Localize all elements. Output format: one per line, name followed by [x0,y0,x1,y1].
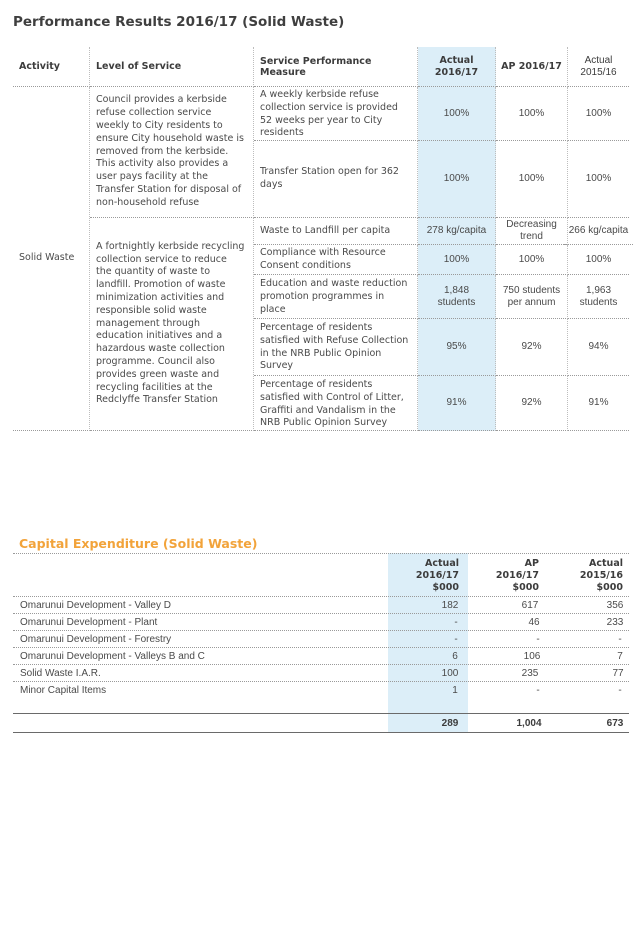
prev-actual-value: 91% [568,376,629,431]
table-row: Omarunui Development - Valleys B and C 6 106 7 [13,648,629,665]
prev-actual-value: 266 kg/capita [564,218,633,245]
measure-education: Education and waste reduction promotion programmes in place [254,275,418,319]
header-level-of-service: Level of Service [90,47,254,87]
header-actual-2016-17: Actual 2016/17 [418,47,496,87]
actual-value: 91% [418,376,496,431]
table-row: Omarunui Development - Plant - 46 233 [13,614,629,631]
measure-compliance: Compliance with Resource Consent conditions [254,245,418,275]
ap-value: 100% [496,245,568,275]
measure-waste-landfill: Waste to Landfill per capita [254,218,418,245]
prev-actual-value: 100% [568,245,629,275]
header-activity: Activity [13,47,90,87]
header-actual-2016-17: Actual 2016/17 $000 [415,558,459,593]
ap-value: 100% [496,87,568,141]
activity-label: Solid Waste [19,252,75,264]
measure-transfer-station: Transfer Station open for 362 days [254,141,418,218]
header-measure: Service Performance Measure [254,47,418,87]
activity-cell [13,87,90,431]
actual-value: 100% [418,141,496,218]
prev-actual-value: 1,963 students [568,275,629,319]
table-row: Omarunui Development - Forestry - - - [13,631,629,648]
actual-value: 100% [418,87,496,141]
capital-header-row [13,553,629,597]
ap-value: 100% [496,141,568,218]
performance-title: Performance Results 2016/17 (Solid Waste) [13,14,345,30]
total-ap: 1,004 [516,718,542,729]
measure-weekly-refuse: A weekly kerbside refuse collection service is provided 52 weeks per year to City residents [254,87,418,141]
header-actual-2015-16: Actual 2015/16 $000 [579,558,623,593]
measure-refuse-satisfaction: Percentage of residents satisfied with Refuse Collection in the NRB Public Opinion Survey [254,319,418,376]
table-row: Solid Waste I.A.R. 100 235 77 [13,665,629,682]
ap-value: 750 students per annum [496,275,568,319]
ap-value: Decreasing trend [496,218,568,245]
header-ap-2016-17: AP 2016/17 $000 [495,558,539,593]
actual-value: 100% [418,245,496,275]
level-of-service-recycling: A fortnightly kerbside recycling collection service to reduce the quantity of waste to landfill. Promotion of waste minimization activities and responsible solid waste management through education initiatives and a hazardous waste collection programme. Council also provides green waste and recycling facilities at the Redclyffe Transfer Station [90,218,254,431]
level-of-service-refuse: Council provides a kerbside refuse collection service weekly to City residents to ensure City household waste is removed from the kerbside. This activity also provides a user pays facility at the Transfer Station for disposal of non-household refuse [90,87,254,218]
header-actual-2015-16: Actual 2015/16 [568,47,629,87]
ap-value: 92% [496,376,568,431]
header-ap-2016-17: AP 2016/17 [496,47,568,87]
prev-actual-value: 94% [568,319,629,376]
ap-value: 92% [496,319,568,376]
actual-value: 95% [418,319,496,376]
total-actual: 289 [441,718,459,729]
capital-title: Capital Expenditure (Solid Waste) [19,536,258,551]
totals-row [13,713,629,733]
prev-actual-value: 100% [568,87,629,141]
table-row: Minor Capital Items 1 - - [20,685,622,696]
prev-actual-value: 100% [568,141,629,218]
total-prev-actual: 673 [606,718,624,729]
actual-value: 1,848 students [418,275,496,319]
table-row: Omarunui Development - Valley D 182 617 356 [13,597,629,614]
actual-value: 278 kg/capita [418,218,496,245]
measure-litter-satisfaction: Percentage of residents satisfied with Control of Litter, Graffiti and Vandalism in the NRB Public Opinion Survey [254,376,418,431]
